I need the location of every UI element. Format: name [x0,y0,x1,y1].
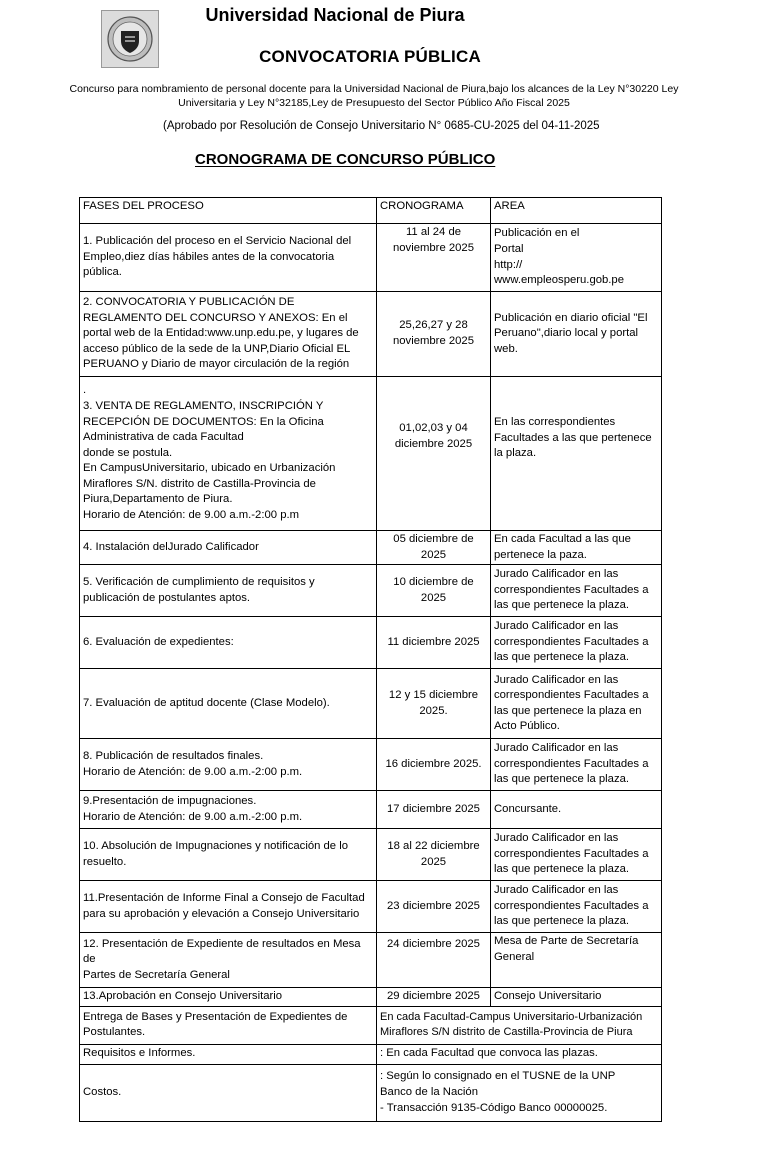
date-cell: 12 y 15 diciembre 2025. [377,669,491,739]
area-cell: En cada Facultad a las que pertenece la paza. [491,531,662,565]
phase-cell: 5. Verificación de cumplimiento de requisitos y publicación de postulantes aptos. [80,565,377,617]
area-cell: Jurado Calificador en las correspondientes Facultades a las que pertenece la plaza. [491,617,662,669]
table-row [80,669,662,739]
footer-row-requirements [80,1044,662,1064]
table-row [80,933,662,988]
area-cell: Concursante. [491,791,662,829]
table-row [80,617,662,669]
delivery-label: Entrega de Bases y Presentación de Expedientes de Postulantes. [80,1006,377,1044]
area-cell: Jurado Calificador en las correspondientes Facultades a las que pertenece la plaza. [491,739,662,791]
costs-value: : Según lo consignado en el TUSNE de la UNP Banco de la Nación - Transacción 9135-Código Banco 00000025. [377,1064,662,1121]
date-cell: 01,02,03 y 04 diciembre 2025 [377,377,491,531]
phase-cell: 8. Publicación de resultados finales. Horario de Atención: de 9.00 a.m.-2:00 p.m. [80,739,377,791]
phase-cell: 2. CONVOCATORIA Y PUBLICACIÓN DE REGLAMENTO DEL CONCURSO Y ANEXOS: En el portal web de la Entidad:www.unp.edu.pe, y lugares de acceso público de la sede de la UNP,Diario Oficial EL PERUANO y Diario de mayor circulación de la región [80,292,377,377]
table-row [80,829,662,881]
phase-cell: 11.Presentación de Informe Final a Consejo de Facultad para su aprobación y elevación a Consejo Universitario [80,881,377,933]
phase-cell: 1. Publicación del proceso en el Servicio Nacional del Empleo,diez días hábiles antes de la convocatoria pública. [80,224,377,292]
phase-cell: 13.Aprobación en Consejo Universitario [80,988,377,1007]
phase-cell: 6. Evaluación de expedientes: [80,617,377,669]
table-row [80,565,662,617]
header-schedule: CRONOGRAMA [377,198,491,224]
table-row [80,881,662,933]
area-cell: Jurado Calificador en las correspondientes Facultades a las que pertenece la plaza. [491,565,662,617]
costs-label: Costos. [80,1064,377,1121]
university-name: Universidad Nacional de Piura [205,5,465,25]
date-cell: 29 diciembre 2025 [377,988,491,1007]
date-cell: 23 diciembre 2025 [377,881,491,933]
area-cell: Publicación en diario oficial "El Peruano",diario local y portal web. [491,292,662,377]
date-cell: 10 diciembre de 2025 [377,565,491,617]
page-title: CONVOCATORIA PÚBLICA [259,47,481,66]
table-row [80,377,662,531]
date-cell: 17 diciembre 2025 [377,791,491,829]
footer-row-delivery [80,1006,662,1044]
table-row [80,791,662,829]
schedule-table [79,197,662,1122]
delivery-value: En cada Facultad-Campus Universitario-Urbanización Miraflores S/N distrito de Castilla-Provincia de Piura [377,1006,662,1044]
date-cell: 16 diciembre 2025. [377,739,491,791]
phase-cell: 4. Instalación delJurado Calificador [80,531,377,565]
area-cell: Mesa de Parte de Secretaría General [491,933,662,988]
table-row [80,988,662,1007]
phase-cell: . 3. VENTA DE REGLAMENTO, INSCRIPCIÓN Y RECEPCIÓN DE DOCUMENTOS: En la Oficina Administrativa de cada Facultad donde se postula. En CampusUniversitario, ubicado en Urbanización Miraflores S/N. distrito de Castilla-Provincia de Piura,Departamento de Piura. Horario de Atención: de 9.00 a.m.-2:00 p.m [80,377,377,531]
date-cell: 24 diciembre 2025 [377,933,491,988]
area-cell: Jurado Calificador en las correspondientes Facultades a las que pertenece la plaza en Acto Público. [491,669,662,739]
table-header-row [80,198,662,224]
header-area: AREA [491,198,662,224]
area-cell: Consejo Universitario [491,988,662,1007]
area-cell: Jurado Calificador en las correspondientes Facultades a las que pertenece la plaza. [491,881,662,933]
approval-resolution: (Aprobado por Resolución de Consejo Universitario N° 0685-CU-2025 del 04-11-2025 [163,120,600,132]
date-cell: 18 al 22 diciembre 2025 [377,829,491,881]
phase-cell: 10. Absolución de Impugnaciones y notificación de lo resuelto. [80,829,377,881]
phase-cell: 9.Presentación de impugnaciones. Horario de Atención: de 9.00 a.m.-2:00 p.m. [80,791,377,829]
contest-description: Concurso para nombramiento de personal docente para la Universidad Nacional de Piura,bajo los alcances de la Ley N°30220 Ley Universitaria y Ley N°32185,Ley de Presupuesto del Sector Público Año Fiscal 2025 [69,83,679,109]
requirements-value: : En cada Facultad que convoca las plazas. [377,1044,662,1064]
schedule-title: CRONOGRAMA DE CONCURSO PÚBLICO [195,151,496,168]
requirements-label: Requisitos e Informes. [80,1044,377,1064]
phase-cell: 7. Evaluación de aptitud docente (Clase Modelo). [80,669,377,739]
area-cell: Jurado Calificador en las correspondientes Facultades a las que pertenece la plaza. [491,829,662,881]
date-cell: 11 al 24 de noviembre 2025 [377,224,491,292]
table-row [80,739,662,791]
table-row [80,292,662,377]
table-row [80,531,662,565]
area-cell: En las correspondientes Facultades a las que pertenece la plaza. [491,377,662,531]
footer-row-costs [80,1064,662,1121]
phase-cell: 12. Presentación de Expediente de resultados en Mesa de Partes de Secretaría General [80,933,377,988]
date-cell: 11 diciembre 2025 [377,617,491,669]
date-cell: 05 diciembre de 2025 [377,531,491,565]
header-phases: FASES DEL PROCESO [80,198,377,224]
table-row [80,224,662,292]
date-cell: 25,26,27 y 28 noviembre 2025 [377,292,491,377]
area-cell: Publicación en el Portal http:// www.empleosperu.gob.pe [491,224,662,292]
